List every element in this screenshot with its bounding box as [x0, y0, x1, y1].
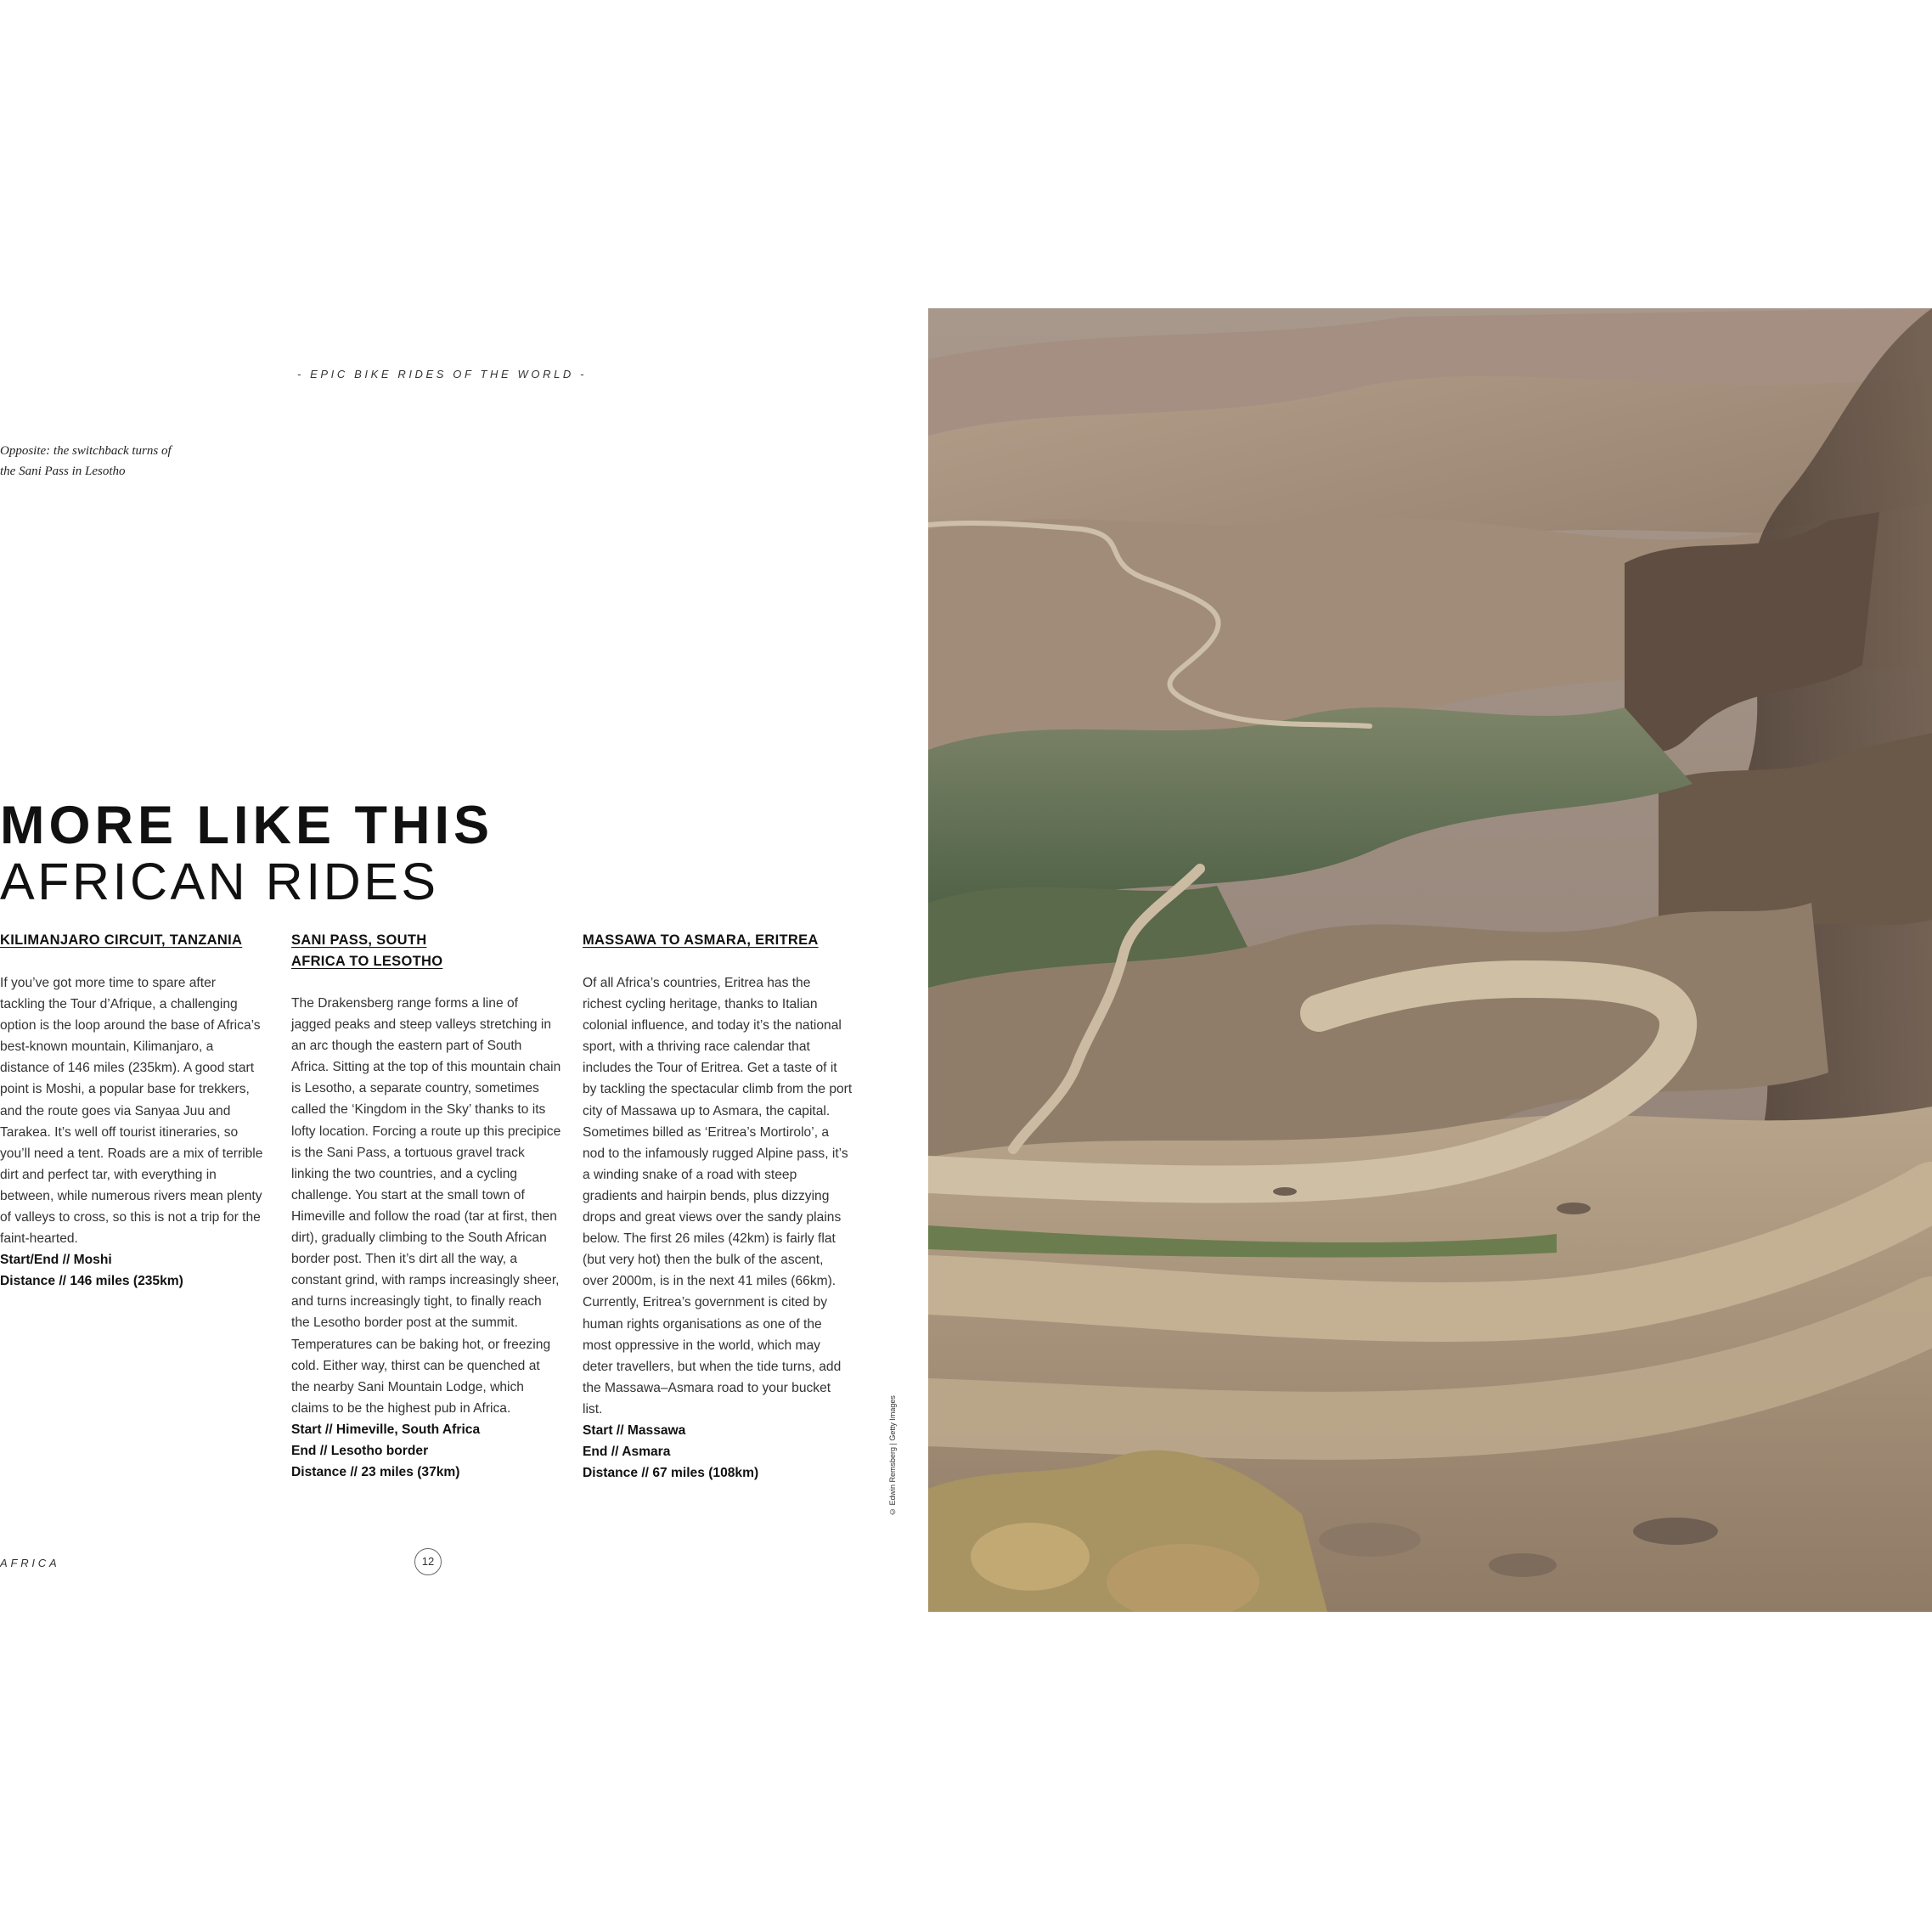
- folio-section: AFRICA: [0, 1557, 60, 1569]
- section-heading: [0, 797, 493, 910]
- magazine-spread: [0, 308, 1932, 1612]
- ride-fact: Start // Massawa: [583, 1422, 686, 1438]
- heading-main: MORE LIKE THIS: [0, 796, 494, 855]
- page-number: 12: [414, 1548, 442, 1575]
- photo-caption: Opposite: the switchback turns of the Sani Pass in Lesotho: [0, 444, 172, 478]
- ride-fact: End // Lesotho border: [291, 1443, 429, 1458]
- ride-fact: End // Asmara: [583, 1445, 671, 1460]
- ride-column-kilimanjaro: [0, 930, 263, 1292]
- ride-fact: Distance // 67 miles (108km): [583, 1466, 759, 1481]
- ride-body: If you’ve got more time to spare after tackling the Tour d’Afrique, a challenging option is the loop around the base of Africa’s best-known mountain, Kilimanjaro, a distance of 146 miles (235km). A good start point is Moshi, a popular base for trekkers, and the route goes via Sanyaa Juu and Tarakea. It’s well off tourist itineraries, so you’ll need a tent. Roads are a mix of terrible dirt and perfect tar, with everything in between, while numerous rivers mean plenty of valleys to cross, so this is not a trip for the faint-hearted.: [0, 976, 263, 1247]
- ride-facts: [0, 1249, 263, 1292]
- ride-facts: [291, 1419, 561, 1483]
- ride-body: Of all Africa’s countries, Eritrea has the richest cycling heritage, thanks to Italian colonial influence, and today it’s the national sport, with a thriving race calendar that includes the Tour of Eritrea. Get a taste of it by tackling the spectacular climb from the port city of Massawa up to Asmara, the capital. Sometimes billed as ‘Eritrea’s Mortirolo’, a nod to the infamously rugged Alpine pass, it’s a winding snake of a road with steep gradients and hairpin bends, plus dizzying drops and great views over the sandy plains below. The first 26 miles (42km) is fairly flat (but very hot) then the bulk of the ascent, over 2000m, is in the next 41 miles (66km). Currently, Eritrea’s government is cited by human rights organisations as one of the most oppressive in the world, which may deter travellers, but when the tide turns, add the Massawa–Asmara road to your bucket list.: [583, 976, 853, 1417]
- ride-title: MASSAWA TO ASMARA, ERITREA: [583, 932, 819, 948]
- ride-facts: [583, 1420, 853, 1484]
- left-page: [0, 308, 927, 1612]
- ride-title: SANI PASS, SOUTH AFRICA TO LESOTHO: [291, 932, 443, 969]
- heading-sub: AFRICAN RIDES: [0, 853, 439, 910]
- ride-title: KILIMANJARO CIRCUIT, TANZANIA: [0, 932, 243, 948]
- ride-fact: Start // Himeville, South Africa: [291, 1422, 481, 1437]
- photo-illustration: [928, 308, 1932, 1612]
- running-head: - EPIC BIKE RIDES OF THE WORLD -: [297, 368, 588, 380]
- ride-fact: Distance // 146 miles (235km): [0, 1274, 183, 1289]
- ride-column-sani-pass: [291, 930, 561, 1483]
- mountain-pass-photo: [928, 308, 1932, 1612]
- ride-fact: Start/End // Moshi: [0, 1253, 112, 1268]
- photo-credit: © Edwin Remsberg | Getty Images: [888, 1395, 897, 1516]
- ride-column-massawa-asmara: [583, 930, 853, 1484]
- ride-fact: Distance // 23 miles (37km): [291, 1465, 460, 1480]
- ride-body: The Drakensberg range forms a line of jagged peaks and steep valleys stretching in an arc though the eastern part of South Africa. Sitting at the top of this mountain chain is Lesotho, a separate country, sometimes called the ‘Kingdom in the Sky’ thanks to its lofty location. Forcing a route up this precipice is the Sani Pass, a tortuous gravel track linking the two countries, and a cycling challenge. You start at the small town of Himeville and follow the road (tar at first, then dirt), gradually climbing to the South African border post. Then it’s dirt all the way, a constant grind, with ramps increasingly sheer, and turns increasingly tight, to finally reach the Lesotho border post at the summit. Temperatures can be baking hot, or freezing cold. Either way, thirst can be quenched at the nearby Sani Mountain Lodge, which claims to be the highest pub in Africa.: [291, 996, 561, 1416]
